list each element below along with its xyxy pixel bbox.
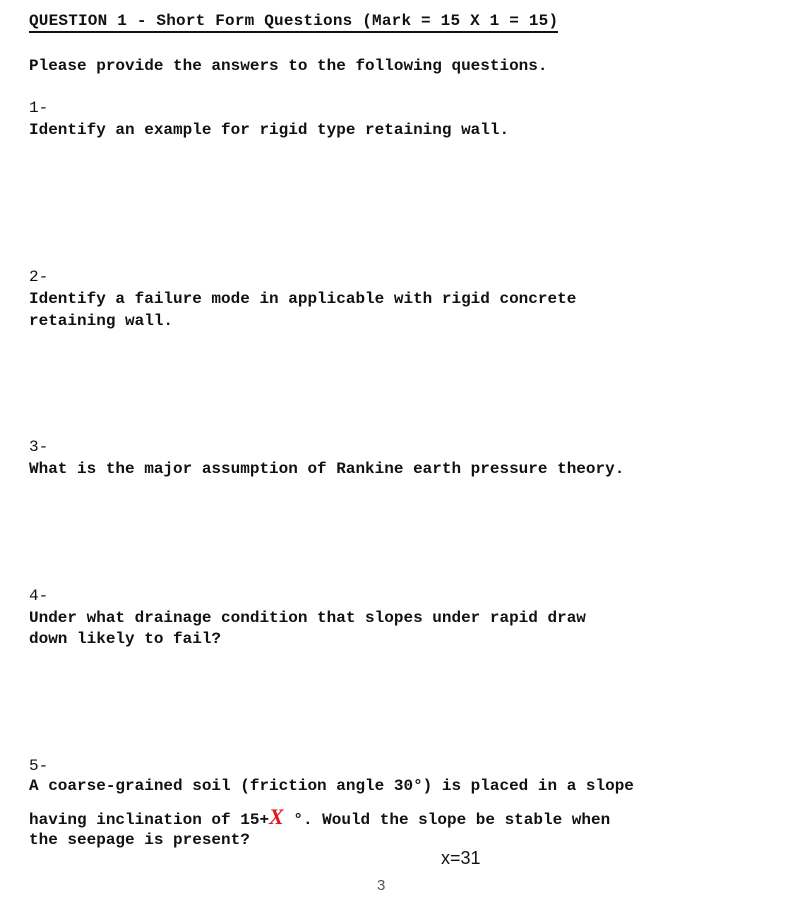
question-1-number: 1-: [29, 99, 49, 117]
x-value-note: x=31: [441, 848, 481, 868]
question-4-number: 4-: [29, 587, 49, 605]
question-5-text-line-1: A coarse-grained soil (friction angle 30°) is placed in a slope: [29, 777, 634, 795]
question-2-text-line-2: retaining wall.: [29, 312, 174, 330]
question-3-number: 3-: [29, 438, 49, 456]
question-5-text-line-3: the seepage is present?: [29, 831, 250, 849]
question-5-text-before-variable: having inclination of 15+: [29, 811, 270, 829]
question-4-text-line-1: Under what drainage condition that slopes under rapid draw: [29, 609, 586, 627]
question-5-text-line-2: [29, 804, 610, 830]
question-1-text: Identify an example for rigid type retaining wall.: [29, 121, 510, 139]
question-5-text-after-variable: °. Would the slope be stable when: [283, 811, 611, 829]
question-4-text-line-2: down likely to fail?: [29, 630, 222, 648]
question-5-number: 5-: [29, 757, 49, 775]
question-2-text-line-1: Identify a failure mode in applicable with rigid concrete: [29, 290, 577, 308]
question-heading: QUESTION 1 - Short Form Questions (Mark = 15 X 1 = 15): [29, 12, 558, 33]
page-number: 3: [377, 877, 386, 894]
question-2-number: 2-: [29, 268, 49, 286]
instruction-text: Please provide the answers to the following questions.: [29, 57, 548, 75]
question-3-text: What is the major assumption of Rankine earth pressure theory.: [29, 460, 625, 478]
variable-x: X: [269, 804, 284, 829]
